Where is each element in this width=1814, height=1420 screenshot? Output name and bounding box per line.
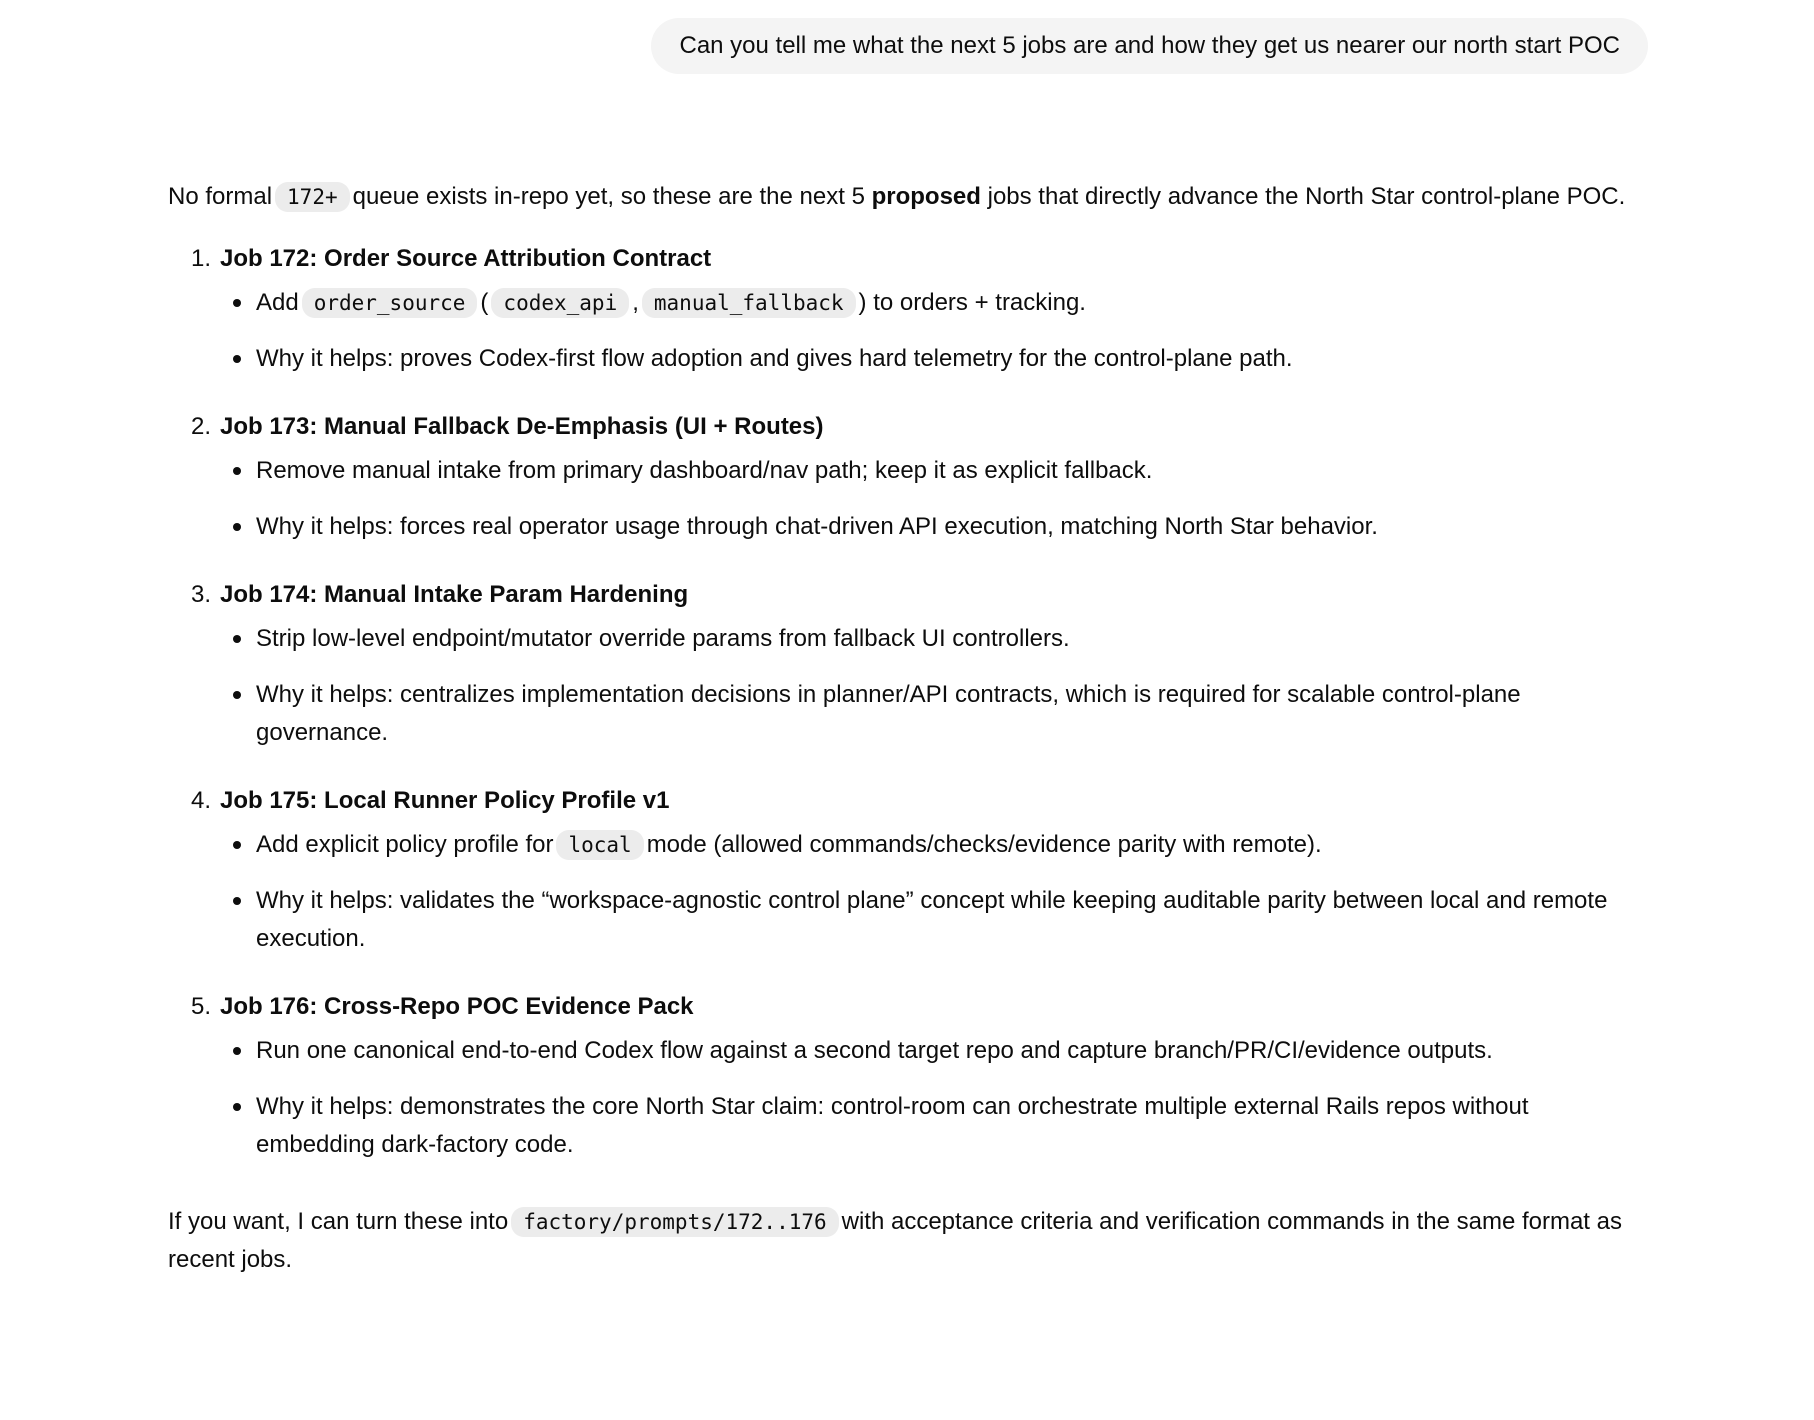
job-bullet [256, 620, 1648, 658]
job-item [220, 576, 1648, 752]
job-item [220, 408, 1648, 546]
inline-code: order_source [302, 288, 478, 318]
text-run: Why it helps: centralizes implementation decisions in planner/API contracts, which is required for scalable control-plane governance. [256, 681, 1521, 746]
text-run: Run one canonical end-to-end Codex flow against a second target repo and capture branch/PR/CI/evidence outputs. [256, 1037, 1493, 1064]
job-bullets [220, 620, 1648, 752]
job-item [220, 240, 1648, 378]
job-title: Job 174: Manual Intake Param Hardening [220, 581, 689, 608]
text-run: Strip low-level endpoint/mutator override params from fallback UI controllers. [256, 625, 1070, 652]
inline-code: manual_fallback [642, 288, 856, 318]
job-bullet [256, 1032, 1648, 1070]
job-bullet [256, 284, 1648, 322]
text-run: Why it helps: proves Codex-first flow adoption and gives hard telemetry for the control-plane path. [256, 345, 1293, 372]
job-title: Job 175: Local Runner Policy Profile v1 [220, 787, 670, 814]
job-bullet [256, 508, 1648, 546]
job-title: Job 173: Manual Fallback De-Emphasis (UI + Routes) [220, 413, 824, 440]
text-run: Why it helps: demonstrates the core North Star claim: control-room can orchestrate multiple external Rails repos without embedding dark-factory code. [256, 1093, 1529, 1158]
text-run: mode (allowed commands/checks/evidence parity with remote). [646, 831, 1322, 858]
text-run: queue exists in-repo yet, so these are the next 5 [352, 183, 872, 210]
user-message-bubble: Can you tell me what the next 5 jobs are and how they get us nearer our north start POC [651, 18, 1648, 74]
text-run: If you want, I can turn these into [168, 1208, 509, 1235]
text-run: Why it helps: validates the “workspace-agnostic control plane” concept while keeping auditable parity between local and remote execution. [256, 887, 1608, 952]
job-bullets [220, 826, 1648, 958]
jobs-list [168, 240, 1648, 1164]
text-run: Remove manual intake from primary dashboard/nav path; keep it as explicit fallback. [256, 457, 1153, 484]
job-title: Job 176: Cross-Repo POC Evidence Pack [220, 993, 694, 1020]
job-bullet [256, 340, 1648, 378]
inline-code: codex_api [491, 288, 629, 318]
text-run: Add explicit policy profile for [256, 831, 554, 858]
job-bullets [220, 284, 1648, 378]
job-bullet [256, 676, 1648, 752]
assistant-message [168, 178, 1648, 1279]
text-run: , [632, 289, 639, 316]
intro-paragraph [168, 178, 1648, 216]
job-bullet [256, 826, 1648, 864]
text-run: ) to orders + tracking. [858, 289, 1086, 316]
text-run: with acceptance criteria and verification commands in the same format as recent jobs. [168, 1208, 1622, 1273]
job-bullets [220, 1032, 1648, 1164]
job-title: Job 172: Order Source Attribution Contract [220, 245, 712, 272]
bold-text: proposed [871, 183, 981, 210]
inline-code: 172+ [275, 182, 350, 212]
outro-paragraph [168, 1203, 1648, 1279]
user-message-row [168, 18, 1648, 74]
text-run: jobs that directly advance the North Star control-plane POC. [980, 183, 1626, 210]
text-run: Why it helps: forces real operator usage through chat-driven API execution, matching North Star behavior. [256, 513, 1378, 540]
job-bullet [256, 452, 1648, 490]
job-bullet [256, 1088, 1648, 1164]
inline-code: local [556, 830, 643, 860]
job-item [220, 988, 1648, 1164]
text-run: ( [480, 289, 489, 316]
text-run: No formal [168, 183, 273, 210]
inline-code: factory/prompts/172..176 [511, 1207, 838, 1237]
job-bullet [256, 882, 1648, 958]
job-item [220, 782, 1648, 958]
text-run: Add [256, 289, 299, 316]
job-bullets [220, 452, 1648, 546]
